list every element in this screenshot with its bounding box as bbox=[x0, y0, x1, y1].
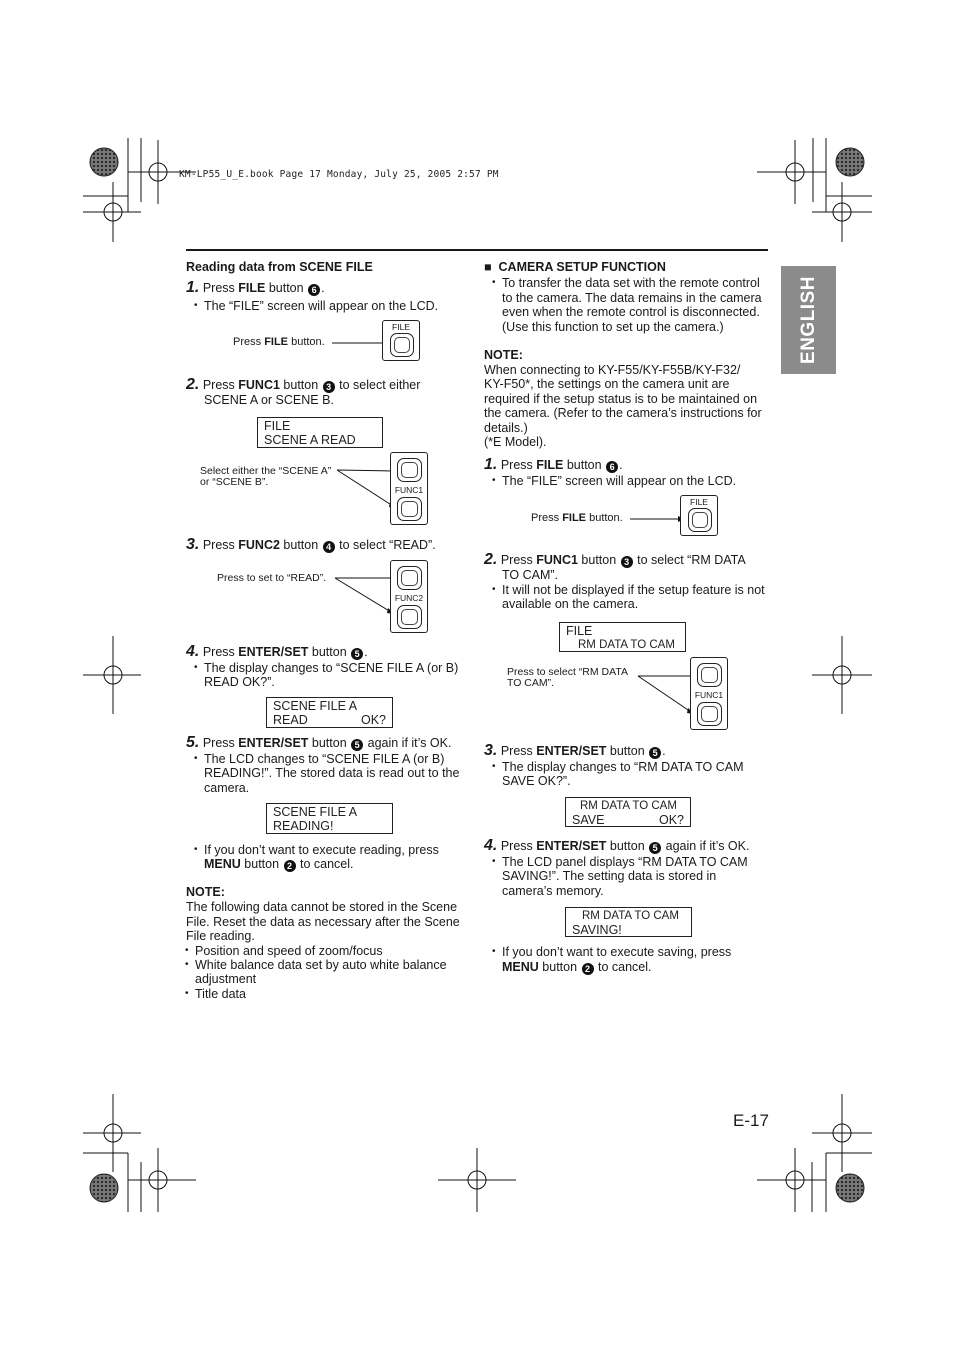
button-name: ENTER/SET bbox=[238, 736, 309, 750]
step-text: to select “READ”. bbox=[335, 538, 436, 552]
page-number: E-17 bbox=[733, 1111, 769, 1130]
step-number: 3. bbox=[186, 536, 200, 553]
left-step1-callout bbox=[233, 336, 325, 348]
button-name: FUNC1 bbox=[238, 378, 280, 392]
up-key-icon bbox=[697, 663, 722, 687]
left-step3 bbox=[186, 538, 436, 553]
step-number: 3. bbox=[484, 742, 498, 759]
lcd-line: RM DATA TO CAM bbox=[578, 638, 675, 651]
step-text: to select either bbox=[335, 378, 421, 392]
step-text: button bbox=[577, 553, 617, 567]
lcd-line: SAVE bbox=[572, 812, 605, 827]
button-name: FILE bbox=[536, 458, 564, 472]
callout-arrow bbox=[330, 337, 390, 349]
button-name: ENTER/SET bbox=[238, 645, 309, 659]
lcd-line: RM DATA TO CAM bbox=[582, 910, 679, 922]
left-cancel-bullet: • If you don’t want to execute reading, press bbox=[204, 843, 439, 858]
square-bullet-icon: ■ bbox=[484, 260, 492, 274]
right-note-line: When connecting to KY-F55/KY-F55B/KY-F32/ bbox=[484, 363, 741, 377]
button-number-icon: 3 bbox=[621, 556, 633, 568]
step-text: Press bbox=[202, 538, 239, 552]
button-name: ENTER/SET bbox=[536, 839, 607, 853]
right-note-line: KY-F50*, the settings on the camera unit are bbox=[484, 377, 730, 391]
left-step2 bbox=[186, 378, 420, 393]
step-text: Press bbox=[202, 281, 239, 295]
left-note-line: File. Reset the data as necessary after the Scene bbox=[186, 915, 460, 929]
step-number: 4. bbox=[484, 837, 498, 854]
lcd-line: OK? bbox=[360, 712, 386, 727]
button-number-icon: 5 bbox=[649, 842, 661, 854]
right-step4-bullet-cont: camera’s memory. bbox=[502, 884, 604, 898]
button-number-icon: 6 bbox=[606, 461, 618, 473]
step-number: 1. bbox=[484, 456, 498, 473]
button-number-icon: 5 bbox=[351, 648, 363, 660]
callout-text: button. bbox=[288, 336, 325, 348]
lcd-display bbox=[559, 622, 686, 652]
step-number: 5. bbox=[186, 734, 200, 751]
button-number-icon: 5 bbox=[351, 739, 363, 751]
right-step3-bullet-cont: SAVE OK?”. bbox=[502, 774, 571, 788]
left-heading: Reading data from SCENE FILE bbox=[186, 260, 373, 274]
lcd-line: SAVING! bbox=[572, 922, 622, 937]
step-text: button bbox=[606, 744, 645, 758]
left-step2-line2: SCENE A or SCENE B. bbox=[204, 393, 334, 407]
left-step5-bullet-cont: camera. bbox=[204, 781, 250, 795]
lcd-display bbox=[266, 697, 393, 728]
right-note-line: details.) bbox=[484, 421, 528, 435]
left-step1-bullet: • The “FILE” screen will appear on the LCD. bbox=[204, 299, 438, 314]
file-button-label: FILE bbox=[392, 322, 410, 332]
right-intro-line: to the camera. The data remains in the camera bbox=[502, 291, 762, 305]
down-key-icon bbox=[397, 497, 422, 521]
button-name: ENTER/SET bbox=[536, 744, 607, 758]
button-number-icon: 2 bbox=[284, 860, 296, 872]
step-text: . bbox=[321, 281, 325, 295]
step-text: button bbox=[308, 736, 347, 750]
callout-text: TO CAM”. bbox=[507, 677, 555, 689]
step-text: again if it’s OK. bbox=[662, 839, 750, 853]
left-note-bullet: • Title data bbox=[195, 987, 246, 1002]
step-text: again if it’s OK. bbox=[364, 736, 452, 750]
callout-text: Press bbox=[531, 512, 563, 524]
left-step3-callout: Press to set to “READ”. bbox=[217, 572, 327, 584]
func1-label: FUNC1 bbox=[694, 690, 724, 700]
lcd-line: READING! bbox=[273, 818, 334, 833]
lcd-display bbox=[266, 803, 393, 834]
right-cancel-line2 bbox=[502, 960, 652, 975]
left-step5-bullet: • The LCD changes to “SCENE FILE A (or B) bbox=[204, 752, 444, 767]
file-key-icon bbox=[390, 333, 414, 357]
right-step4-bullet: • The LCD panel displays “RM DATA TO CAM bbox=[502, 855, 748, 870]
step-text: button bbox=[240, 857, 280, 871]
left-note-bullet-cont: adjustment bbox=[195, 972, 257, 986]
step-text: . bbox=[662, 744, 666, 758]
step-text: Press bbox=[202, 645, 239, 659]
callout-arrow bbox=[628, 513, 688, 525]
step-number: 2. bbox=[484, 551, 498, 568]
callout-text: Select either the “SCENE A” bbox=[200, 465, 332, 477]
button-number-icon: 5 bbox=[649, 747, 661, 759]
left-step4-bullet: • The display changes to “SCENE FILE A (or B) bbox=[204, 661, 458, 676]
right-step1 bbox=[484, 458, 623, 473]
lcd-display bbox=[565, 907, 692, 937]
top-rule bbox=[186, 249, 768, 251]
left-note-bullet: • Position and speed of zoom/focus bbox=[195, 944, 383, 959]
right-note-line: the camera. (Refer to the camera’s instructions for bbox=[484, 406, 762, 420]
callout-text: or “SCENE B”. bbox=[200, 476, 269, 488]
step-text: Press bbox=[500, 839, 537, 853]
func1-label: FUNC1 bbox=[394, 485, 424, 495]
right-intro-bullet: • To transfer the data set with the remote control bbox=[502, 276, 760, 291]
lcd-line: OK? bbox=[658, 812, 684, 827]
button-number-icon: 6 bbox=[308, 284, 320, 296]
lcd-line: SCENE FILE A bbox=[273, 805, 358, 819]
lcd-display bbox=[565, 797, 691, 827]
step-number: 2. bbox=[186, 376, 200, 393]
button-name: FUNC2 bbox=[238, 538, 280, 552]
step-text: button bbox=[279, 378, 319, 392]
func1-button-illustration bbox=[390, 452, 428, 525]
right-heading-text: CAMERA SETUP FUNCTION bbox=[498, 260, 666, 274]
down-key-icon bbox=[397, 605, 422, 629]
callout-text: Press to select “RM DATA bbox=[507, 666, 628, 678]
step-text: to cancel. bbox=[296, 857, 354, 871]
step-text: to cancel. bbox=[594, 960, 652, 974]
step-text: button bbox=[563, 458, 602, 472]
button-number-icon: 2 bbox=[582, 963, 594, 975]
right-step2 bbox=[484, 553, 746, 568]
file-key-icon bbox=[688, 508, 712, 532]
right-step4 bbox=[484, 839, 749, 854]
step-text: button bbox=[279, 538, 319, 552]
callout-bold: FILE bbox=[562, 512, 587, 524]
right-step2-line2: TO CAM”. bbox=[502, 568, 559, 582]
right-intro-line: (Use this function to set up the camera.) bbox=[502, 320, 724, 334]
right-intro-line: even when the remote control is disconnected. bbox=[502, 305, 760, 319]
right-note-title: NOTE: bbox=[484, 348, 523, 362]
right-step1-bullet: • The “FILE” screen will appear on the LCD. bbox=[502, 474, 736, 489]
left-step2-callout bbox=[200, 466, 331, 488]
func2-button-illustration bbox=[390, 560, 428, 633]
right-step2-callout bbox=[507, 667, 628, 689]
step-number: 4. bbox=[186, 643, 200, 660]
right-note-line: (*E Model). bbox=[484, 435, 547, 449]
left-step5-bullet-cont: READING!”. The stored data is read out to the bbox=[204, 766, 460, 780]
right-note-line: required if the setup status is to be maintained on bbox=[484, 392, 758, 406]
right-step2-bullet: • It will not be displayed if the setup feature is not bbox=[502, 583, 765, 598]
book-info-header: KM-LP55_U_E.book Page 17 Monday, July 25, 2005 2:57 PM bbox=[179, 169, 499, 180]
left-note-line: The following data cannot be stored in the Scene bbox=[186, 900, 458, 914]
right-step1-callout bbox=[531, 512, 623, 524]
right-cancel-bullet: • If you don’t want to execute saving, press bbox=[502, 945, 731, 960]
button-name: MENU bbox=[204, 857, 241, 871]
left-step1 bbox=[186, 281, 325, 296]
lcd-line: READ bbox=[273, 712, 308, 727]
step-text: button bbox=[538, 960, 578, 974]
step-text: Press bbox=[202, 378, 239, 392]
func1-button-illustration bbox=[690, 657, 728, 730]
up-key-icon bbox=[397, 566, 422, 590]
callout-text: button. bbox=[586, 512, 623, 524]
file-button-illustration bbox=[680, 495, 718, 536]
step-text: Press bbox=[500, 553, 537, 567]
step-text: . bbox=[364, 645, 368, 659]
button-name: MENU bbox=[502, 960, 539, 974]
right-heading bbox=[484, 260, 666, 275]
left-step4-bullet-cont: READ OK?”. bbox=[204, 675, 275, 689]
left-note-title: NOTE: bbox=[186, 885, 225, 899]
step-text: Press bbox=[500, 458, 537, 472]
right-step3 bbox=[484, 744, 666, 759]
button-name: FILE bbox=[238, 281, 266, 295]
lcd-line: FILE bbox=[264, 419, 291, 433]
left-step5 bbox=[186, 736, 451, 751]
step-number: 1. bbox=[186, 279, 200, 296]
step-text: Press bbox=[500, 744, 537, 758]
func2-label: FUNC2 bbox=[394, 593, 424, 603]
callout-text: Press bbox=[233, 336, 265, 348]
step-text: button bbox=[308, 645, 347, 659]
down-key-icon bbox=[697, 702, 722, 726]
step-text: Press bbox=[202, 736, 239, 750]
lcd-line: RM DATA TO CAM bbox=[580, 800, 677, 812]
file-button-label: FILE bbox=[690, 497, 708, 507]
right-step2-bullet-cont: available on the camera. bbox=[502, 597, 639, 611]
up-key-icon bbox=[397, 458, 422, 482]
right-step4-bullet-cont: SAVING!”. The setting data is stored in bbox=[502, 869, 717, 883]
button-number-icon: 4 bbox=[323, 541, 335, 553]
left-cancel-line2 bbox=[204, 857, 354, 872]
step-text: . bbox=[619, 458, 623, 472]
lcd-line: SCENE FILE A bbox=[273, 699, 358, 713]
callout-arrows bbox=[636, 668, 698, 718]
left-note-line: File reading. bbox=[186, 929, 255, 943]
left-step4 bbox=[186, 645, 368, 660]
step-text: button bbox=[265, 281, 304, 295]
file-button-illustration bbox=[382, 320, 420, 361]
lcd-line: FILE bbox=[566, 624, 593, 638]
language-tab bbox=[781, 266, 836, 374]
callout-bold: FILE bbox=[264, 336, 289, 348]
step-text: to select “RM DATA bbox=[633, 553, 746, 567]
left-note-bullet: • White balance data set by auto white balance bbox=[195, 958, 447, 973]
language-tab-label: ENGLISH bbox=[797, 276, 819, 364]
step-text: button bbox=[606, 839, 645, 853]
lcd-line: SCENE A READ bbox=[264, 432, 356, 447]
lcd-display bbox=[257, 417, 383, 448]
button-number-icon: 3 bbox=[323, 381, 335, 393]
button-name: FUNC1 bbox=[536, 553, 578, 567]
right-step3-bullet: • The display changes to “RM DATA TO CAM bbox=[502, 760, 744, 775]
